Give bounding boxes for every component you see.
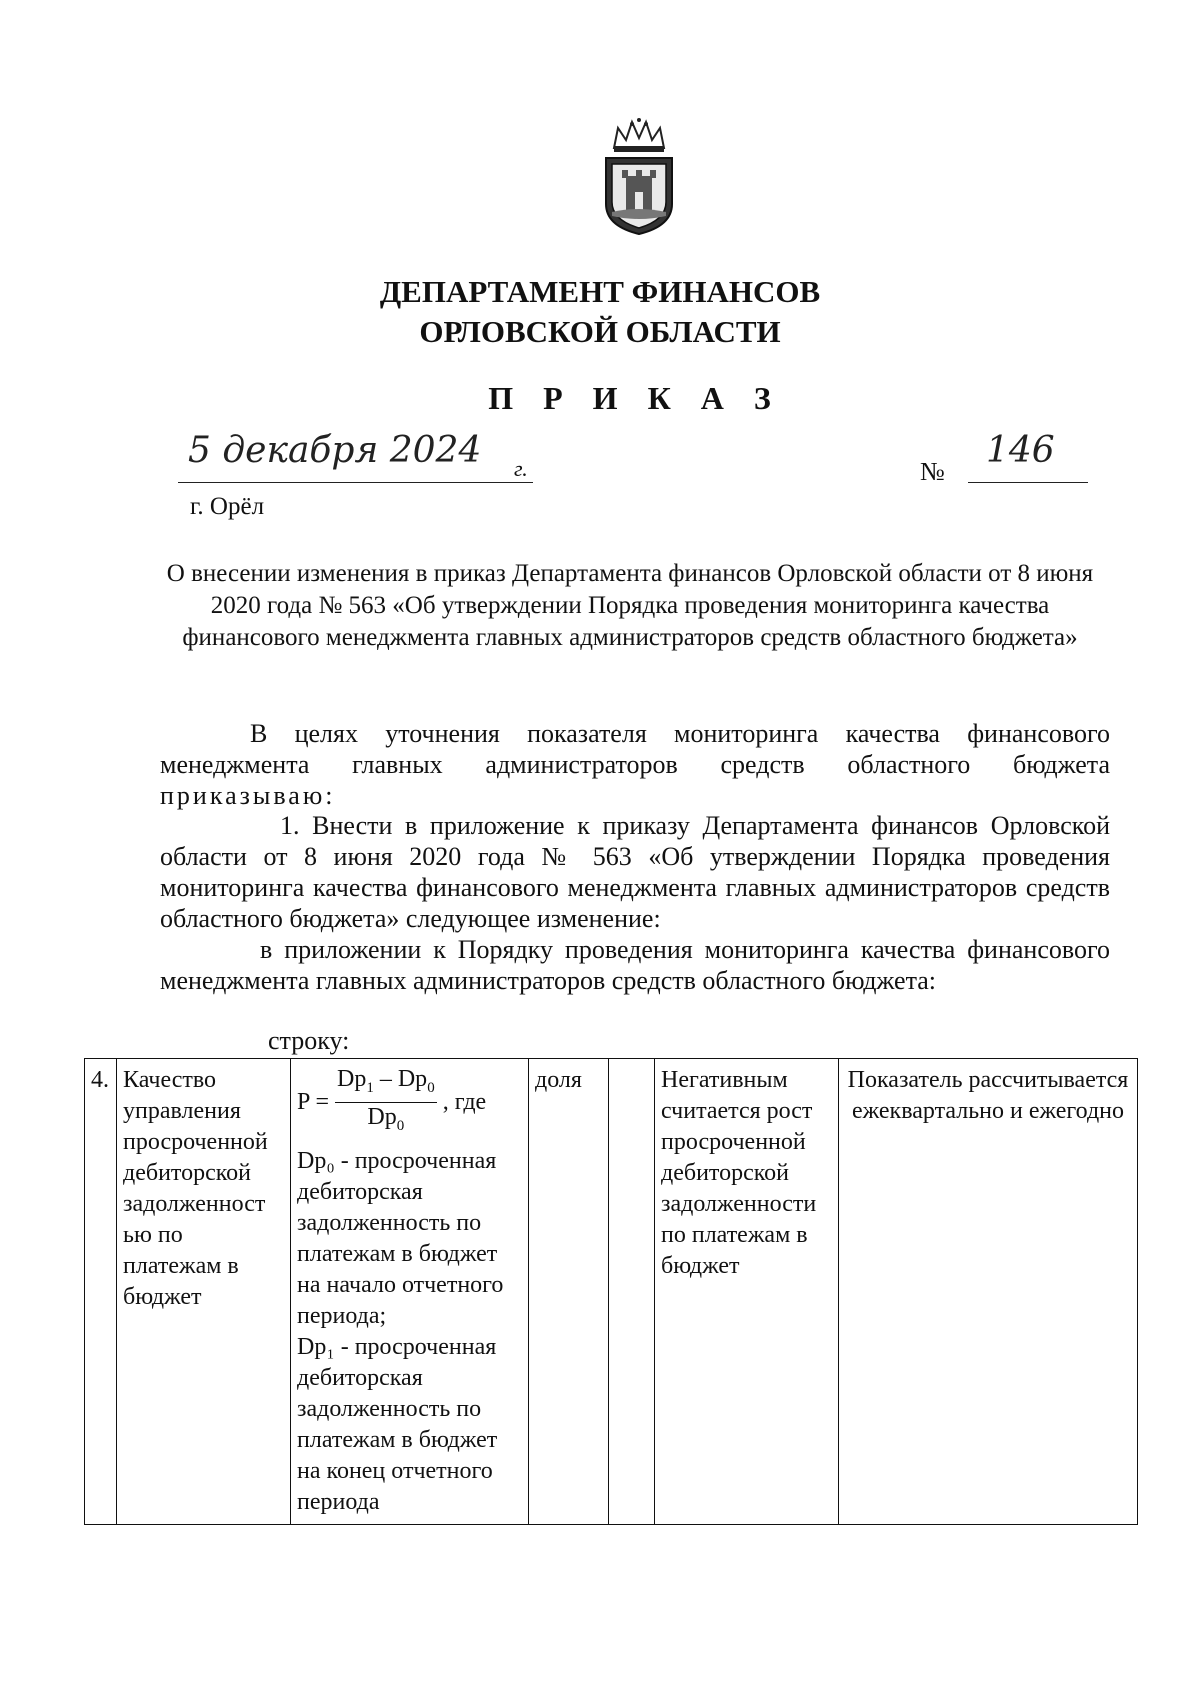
cell-formula xyxy=(291,1059,529,1525)
cell-note: Показатель рассчитывается ежеквартально и ежегодно xyxy=(839,1059,1138,1525)
den-sub: 0 xyxy=(396,1117,405,1134)
definition-dp0: Dp₀ - просроченная дебиторская задолженность по платежам в бюджет на начало отчетного периода; xyxy=(297,1147,504,1329)
handwritten-date: 5 декабря 2024 xyxy=(188,430,482,471)
cell-negative-trend: Негативным считается рост просроченной дебиторской задолженности по платежам в бюджет xyxy=(655,1059,839,1525)
formula-where: , где xyxy=(442,1088,487,1115)
date-underline xyxy=(178,482,533,483)
cell-empty xyxy=(609,1059,655,1525)
preamble-text: В целях уточнения показателя мониторинга качества финансового менеджмента главных администраторов средств областного бюджета xyxy=(160,719,1110,779)
order-title: О внесении изменения в приказ Департамента финансов Орловской области от 8 июня 2020 года № 563 «Об утверждении Порядка проведения мониторинга качества финансового менеджмента главных администраторов средств областного бюджета» xyxy=(166,560,1094,651)
date-year-suffix: г. xyxy=(514,456,528,481)
city: г. Орёл xyxy=(190,493,265,520)
cell-number: 4. xyxy=(85,1059,117,1525)
num-a: Dp xyxy=(337,1066,367,1092)
num-b: Dp xyxy=(397,1066,428,1092)
formula xyxy=(297,1065,522,1140)
document-type-title: П Р И К А З xyxy=(488,380,782,416)
definition-dp1: Dp₁ - просроченная дебиторская задолженность по платежам в бюджет на конец отчетного периода xyxy=(297,1333,498,1515)
table-row xyxy=(85,1059,1138,1525)
cell-unit: доля xyxy=(529,1059,609,1525)
formula-fraction xyxy=(335,1065,437,1140)
num-b-sub: 0 xyxy=(427,1079,435,1096)
handwritten-number: 146 xyxy=(986,430,1055,471)
department-name-line2: ОРЛОВСКОЙ ОБЛАСТИ xyxy=(419,314,781,349)
indicator-table xyxy=(84,1058,1138,1525)
paragraph-preamble xyxy=(160,718,1110,811)
number-label: № xyxy=(920,457,945,486)
cell-indicator-name: Качество управления просроченной дебиторской задолженност ью по платежам в бюджет xyxy=(117,1059,291,1525)
number-underline xyxy=(968,482,1088,483)
den: Dp xyxy=(367,1103,397,1130)
row-label: строку: xyxy=(268,1026,350,1055)
paragraph-item-1: 1. Внести в приложение к приказу Департамента финансов Орловской области от 8 июня 2020 года № 563 «Об утверждении Порядка проведения мониторинга качества финансового менеджмента главных администраторов средств областного бюджета» следующее изменение: xyxy=(160,811,1110,933)
ordered-word: приказываю: xyxy=(160,781,336,810)
formula-left: P = xyxy=(297,1088,329,1115)
formula-denominator xyxy=(367,1103,404,1140)
num-a-sub: 1 xyxy=(366,1079,374,1096)
formula-numerator xyxy=(335,1065,437,1103)
department-name-line1: ДЕПАРТАМЕНТ ФИНАНСОВ xyxy=(379,274,821,309)
num-minus: – xyxy=(373,1066,398,1092)
orel-region-coat-of-arms-icon xyxy=(598,118,680,238)
paragraph-appendix: в приложении к Порядку проведения мониторинга качества финансового менеджмента главных администраторов средств областного бюджета: xyxy=(160,935,1110,995)
